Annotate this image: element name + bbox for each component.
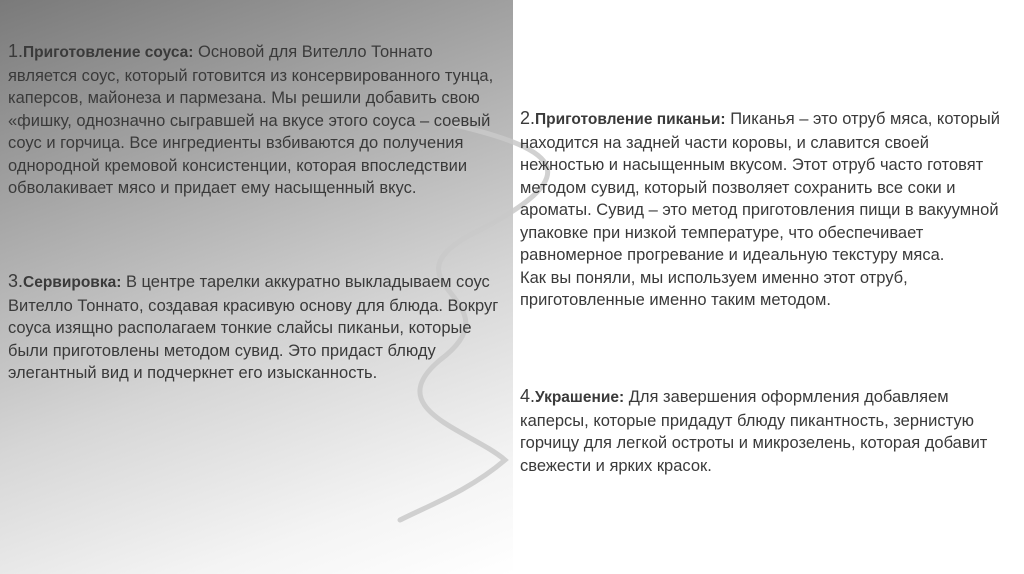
section-sauce xyxy=(8,40,504,200)
section-heading: Приготовление пиканьи: xyxy=(535,111,726,128)
section-number: 2. xyxy=(520,108,536,128)
section-heading: Сервировка: xyxy=(23,274,122,291)
section-number: 3. xyxy=(8,271,24,291)
section-serving xyxy=(8,270,504,385)
section-number: 4. xyxy=(520,386,536,406)
section-heading: Украшение: xyxy=(535,389,625,406)
section-heading: Приготовление соуса: xyxy=(23,44,194,61)
section-text: Основой для Вителло Тоннато является соус, который готовится из консервированного тунца, каперсов, майонеза и пармезана. Мы решили добавить свою «фишку, однозначно сыгравшей на вкусе этого соуса – соевый соус и горчица. Все ингредиенты взбиваются до получения однородной кремовой консистенции, которая впоследствии обволакивает мясо и придает ему насыщенный вкус. xyxy=(8,43,494,197)
section-text: Пиканья – это отруб мяса, который находится на задней части коровы, и славится своей нежностью и насыщенным вкусом. Этот отруб часто готовят методом сувид, который позволяет сохранить все соки и ароматы. Сувид – это метод приготовления пищи в вакуумной упаковке при низкой температуре, что обеспечивает равномерное прогревание и идеальную текстуру мяса. xyxy=(520,110,1000,264)
section-text: В центре тарелки аккуратно выкладываем соус Вителло Тоннато, создавая красивую основу для блюда. Вокруг соуса изящно располагаем тонкие слайсы пиканьи, которые были приготовлены методом сувид. Это придаст блюду элегантный вид и подчеркнет его изысканность. xyxy=(8,273,499,382)
section-extra-text: Как вы поняли, мы используем именно этот отруб, приготовленные именно таким методом. xyxy=(520,268,908,309)
section-picanha xyxy=(520,107,1016,312)
section-text: Для завершения оформления добавляем каперсы, которые придадут блюду пикантность, зернистую горчицу для легкой остроты и микрозелень, которая добавит свежести и ярких красок. xyxy=(520,388,988,475)
section-decoration xyxy=(520,385,1016,477)
section-number: 1. xyxy=(8,41,24,61)
